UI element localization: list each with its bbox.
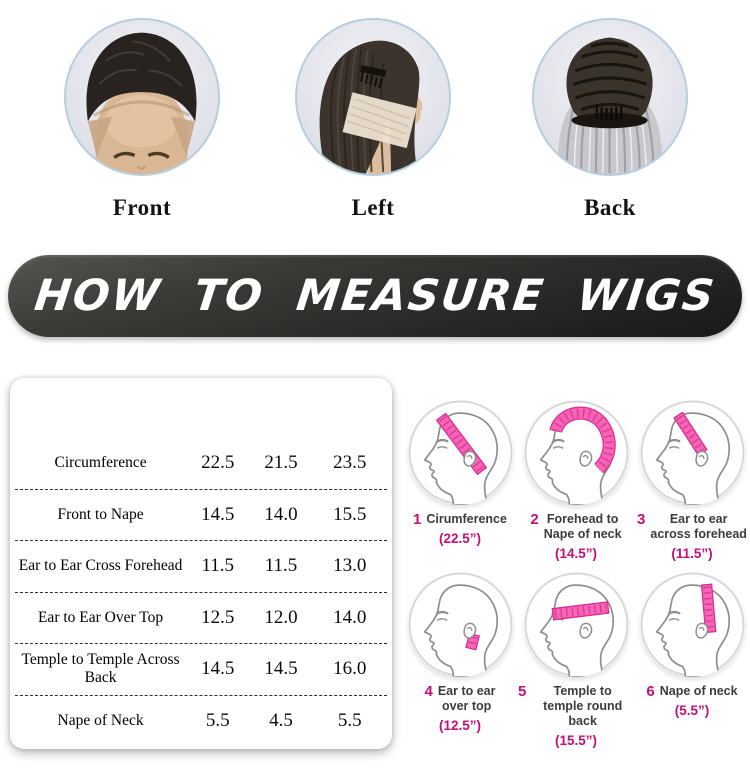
- diagram-label: Nape of neck: [659, 684, 738, 698]
- diagram-measurement: (15.5”): [554, 733, 598, 748]
- col-header-medium: Medium: [185, 396, 258, 418]
- diagram-measurement: (14.5”): [554, 546, 598, 561]
- large-value: 13.0: [333, 555, 367, 577]
- head-profile-icon: [408, 572, 513, 677]
- medium-value: 14.5: [201, 658, 235, 680]
- head-profile-icon: [640, 572, 745, 677]
- wig-photo-back: [532, 18, 688, 176]
- row-label: Nape of Neck: [57, 711, 144, 729]
- view-label-back: Back: [584, 195, 636, 220]
- wig-front-illustration: [66, 20, 218, 174]
- diagram-measurement: (22.5”): [438, 531, 482, 546]
- medium-value: 14.5: [201, 503, 235, 525]
- diagram-number: 2: [530, 511, 539, 528]
- measure-diagram: [402, 400, 518, 572]
- medium-value: 5.5: [205, 709, 230, 731]
- measure-diagram: [634, 572, 750, 744]
- row-label: Circumference: [54, 454, 147, 472]
- table-row: [15, 644, 387, 696]
- row-label: Ear to Ear Over Top: [37, 608, 164, 626]
- large-value: 5.5: [337, 709, 362, 731]
- measure-diagrams: [402, 400, 750, 748]
- view-label-front: Front: [112, 195, 172, 220]
- large-value: 23.5: [333, 452, 367, 474]
- diagram-label: Forehead to Nape of neck: [543, 512, 622, 541]
- table-row: [15, 593, 387, 645]
- large-value: 15.5: [333, 503, 367, 525]
- head-profile-icon: [640, 400, 745, 505]
- wig-photo-front: [64, 18, 220, 176]
- wig-view-front: [64, 18, 220, 221]
- small-value: 14.5: [264, 658, 298, 680]
- wig-left-illustration: [297, 20, 449, 174]
- diagram-measurement: (11.5”): [671, 546, 713, 561]
- measure-diagram: [402, 572, 518, 744]
- view-label-left: Left: [351, 195, 395, 220]
- head-profile-icon: [408, 400, 513, 505]
- small-value: 11.5: [264, 555, 298, 577]
- small-value: 4.5: [269, 709, 293, 731]
- diagram-number: 1: [413, 511, 422, 528]
- wig-view-left: [295, 18, 451, 221]
- diagram-number: 4: [424, 683, 433, 700]
- row-label: Temple to Temple Across Back: [21, 651, 180, 687]
- row-label: Front to Nape: [57, 505, 144, 523]
- table-header-row: [10, 378, 392, 437]
- medium-value: 22.5: [201, 452, 235, 474]
- table-row: [15, 696, 387, 747]
- table-row: [15, 490, 387, 542]
- col-header-small: Small: [258, 396, 308, 418]
- head-profile-icon: [524, 572, 629, 677]
- banner-title: HOW TO MEASURE WIGS: [31, 271, 719, 321]
- diagram-label: Temple to temple round back: [543, 684, 623, 728]
- col-header-large: Large: [328, 396, 380, 418]
- wig-back-illustration: [534, 20, 686, 174]
- how-to-measure-banner: [8, 255, 742, 337]
- medium-value: 12.5: [201, 606, 235, 628]
- medium-value: 11.5: [201, 555, 234, 577]
- diagram-number: 5: [518, 683, 527, 700]
- large-value: 16.0: [333, 658, 367, 680]
- measure-diagram: [518, 572, 634, 748]
- diagram-measurement: (12.5”): [438, 718, 482, 733]
- diagram-number: 6: [646, 683, 655, 700]
- diagram-measurement: (5.5”): [674, 703, 710, 718]
- table-row: [15, 541, 387, 593]
- small-value: 21.5: [264, 452, 298, 474]
- diagram-label: Ear to ear over top: [437, 684, 496, 713]
- wig-view-back: [532, 18, 688, 221]
- diagram-number: 3: [637, 511, 646, 528]
- head-profile-icon: [524, 400, 629, 505]
- cap-size-table: [10, 378, 392, 749]
- row-label: Ear to Ear Cross Forehead: [18, 557, 183, 575]
- measure-diagram: [634, 400, 750, 572]
- table-row: [15, 438, 387, 490]
- wig-photo-left: [295, 18, 451, 176]
- measure-diagram: [518, 400, 634, 572]
- table-body: [10, 437, 392, 749]
- small-value: 12.0: [264, 606, 298, 628]
- large-value: 14.0: [333, 606, 367, 628]
- diagram-label: Cirumference: [426, 512, 507, 526]
- col-header-cap-size: Cap Size(inch): [35, 396, 161, 418]
- small-value: 14.0: [264, 503, 298, 525]
- diagram-label: Ear to ear across forehead: [650, 512, 747, 541]
